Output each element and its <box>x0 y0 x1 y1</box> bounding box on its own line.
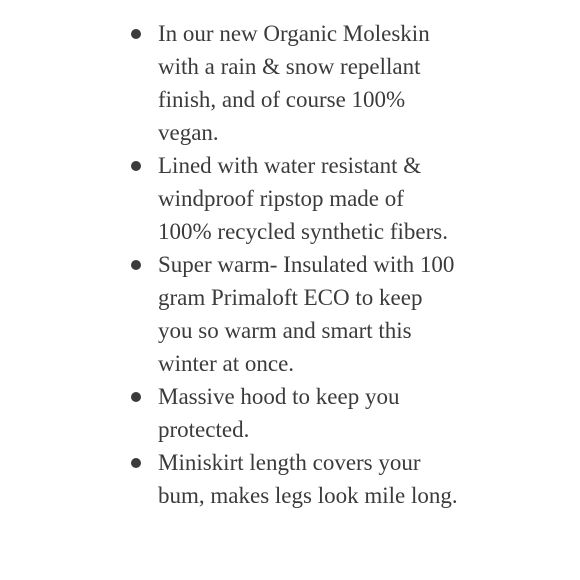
bullet-icon <box>131 260 141 270</box>
list-item-text: Super warm- Insulated with 100 gram Primaloft ECO to keep you so warm and smart this winter at once. <box>158 252 455 376</box>
list-item-text: Lined with water resistant & windproof ripstop made of 100% recycled synthetic fibers. <box>158 153 448 244</box>
list-item <box>0 17 458 149</box>
feature-list <box>0 17 580 512</box>
list-item <box>0 149 458 248</box>
bullet-icon <box>131 161 141 171</box>
list-item <box>0 380 458 446</box>
list-item <box>0 446 458 512</box>
bullet-icon <box>131 458 141 468</box>
list-item-text: Massive hood to keep you protected. <box>158 384 400 442</box>
list-item <box>0 248 458 380</box>
list-item-text: In our new Organic Moleskin with a rain & snow repellant finish, and of course 100% vegan. <box>158 21 430 145</box>
bullet-icon <box>131 29 141 39</box>
bullet-icon <box>131 392 141 402</box>
list-item-text: Miniskirt length covers your bum, makes legs look mile long. <box>158 450 458 508</box>
